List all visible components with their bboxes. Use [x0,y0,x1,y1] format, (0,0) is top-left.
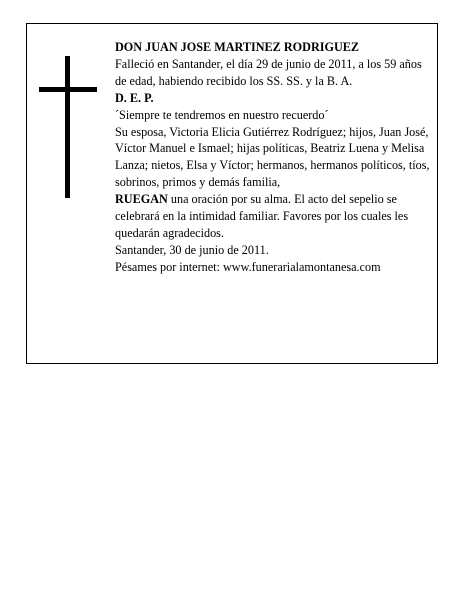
cross-horizontal-bar [39,87,97,92]
dep-line: D. E. P. [115,90,154,105]
cross-vertical-bar [65,56,70,198]
ruegan-word: RUEGAN [115,192,168,207]
memorial-quote: ´Siempre te tendremos en nuestro recuerdo´ [115,107,329,122]
death-line: Falleció en Santander, el día 29 de junio de 2011, a los 59 años [115,56,422,71]
obituary-notice [26,23,438,364]
ruegan-text: una oración por su alma. El acto del sepelio se celebrará en la intimidad familiar. Favores por los cuales les quedarán agradecidos. [115,192,409,240]
deceased-name: DON JUAN JOSE MARTINEZ RODRIGUEZ [115,40,360,54]
sacraments-line: de edad, habiendo recibido los SS. SS. y la B. A. [115,73,353,88]
ruegan-paragraph [115,191,431,242]
family-paragraph: Su esposa, Victoria Elicia Gutiérrez Rodríguez; hijos, Juan José, Víctor Manuel e Ismael; hijas políticas, Beatriz Luena y Melisa Lanza; nietos, Elsa y Víctor; hermanos, hermanos políticos, tíos, sobrinos, primos y demás familia, [115,124,430,190]
place-date: Santander, 30 de junio de 2011. [115,242,269,257]
condolences-line: Pésames por internet: www.funerarialamontanesa.com [115,259,381,274]
notice-text [115,39,431,276]
cross-icon [39,56,97,198]
